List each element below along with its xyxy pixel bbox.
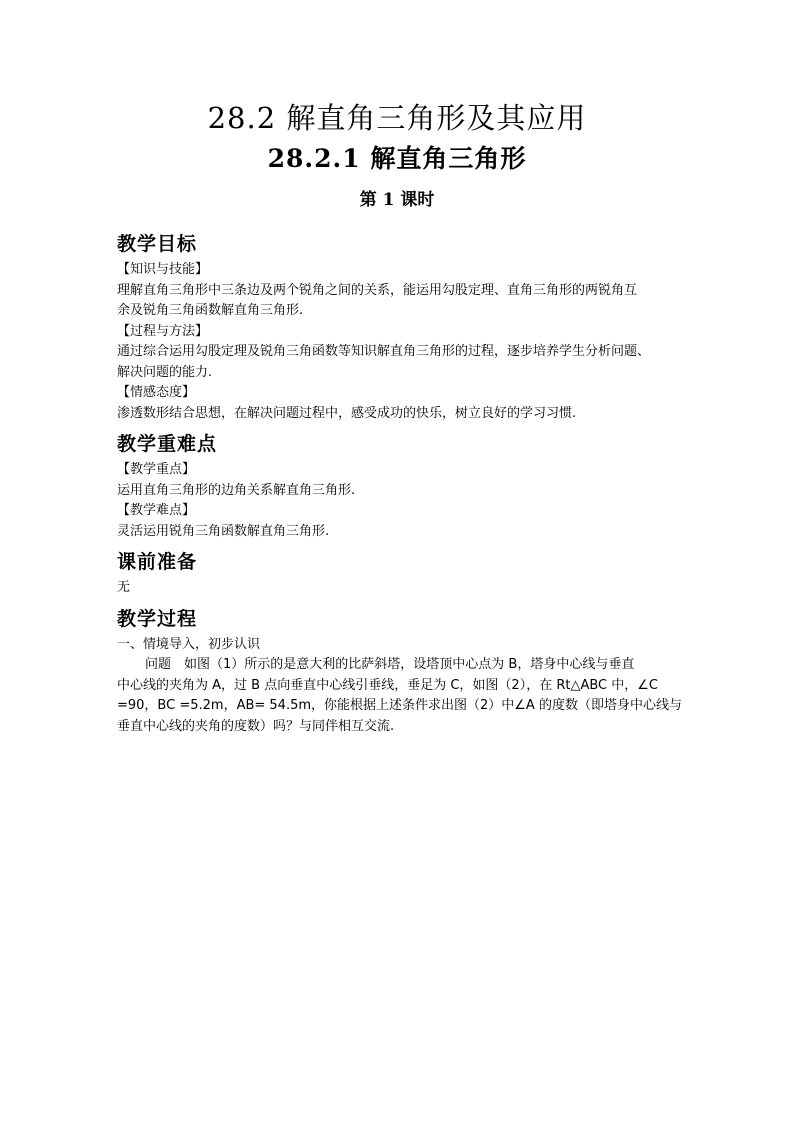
document-title: 28.2 解直角三角形及其应用 — [207, 101, 587, 135]
process-text-line1: 通过综合运用勾股定理及锐角三角函数等知识解直角三角形的过程，逐步培养学生分析问题、 — [117, 344, 651, 359]
section-subtitle: 28.2.1 解直角三角形 — [267, 144, 527, 173]
difficult-point-text: 灵活运用锐角三角函数解直角三角形. — [117, 523, 330, 539]
problem-text-line4: 垂直中心线的夹角的度数）吗？与同伴相互交流. — [117, 718, 395, 734]
lesson-title: 第 1 课时 — [359, 190, 435, 210]
difficult-point-label: 【教学难点】 — [117, 503, 196, 518]
key-point-label: 【教学重点】 — [117, 462, 196, 477]
preparation-heading: 课前准备 — [117, 551, 198, 573]
emotion-text-line1: 渗透数形结合思想，在解决问题过程中，感受成功的快乐，树立良好的学习习惯. — [117, 405, 577, 421]
knowledge-label: 【知识与技能】 — [117, 262, 209, 277]
knowledge-text-line2: 余及锐角三角函数解直角三角形. — [117, 303, 304, 318]
step1-label: 一、情境导入，初步认识 — [117, 636, 261, 652]
preparation-text: 无 — [117, 580, 131, 595]
preparation-section — [117, 546, 687, 599]
process-label: 【过程与方法】 — [117, 323, 209, 339]
objectives-section — [117, 228, 687, 424]
process-section — [117, 603, 687, 738]
problem-text-line3: =90，BC =5.2m，AB= 54.5m，你能根据上述条件求出图（2）中∠A 的度数（即塔身中心线与 — [117, 698, 682, 713]
document-body — [117, 226, 687, 737]
objectives-heading: 教学目标 — [117, 233, 198, 255]
process-heading: 教学过程 — [117, 607, 198, 630]
key-point-text: 运用直角三角形的边角关系解直角三角形. — [117, 482, 356, 498]
key-points-heading: 教学重难点 — [117, 433, 218, 455]
process-text-line2: 解决问题的能力. — [117, 364, 213, 380]
key-points-section — [117, 428, 687, 542]
problem-text-line2: 中心线的夹角为 A，过 B 点向垂直中心线引垂线，垂足为 C，如图（2），在 Rt△ABC 中，∠C — [117, 677, 658, 693]
emotion-label: 【情感态度】 — [117, 385, 196, 400]
problem-text-line1: 问题 如图（1）所示的是意大利的比萨斜塔，设塔顶中心点为 B，塔身中心线与垂直 — [145, 657, 635, 672]
knowledge-text-line1: 理解直角三角形中三条边及两个锐角之间的关系，能运用勾股定理、直角三角形的两锐角互 — [117, 282, 638, 298]
